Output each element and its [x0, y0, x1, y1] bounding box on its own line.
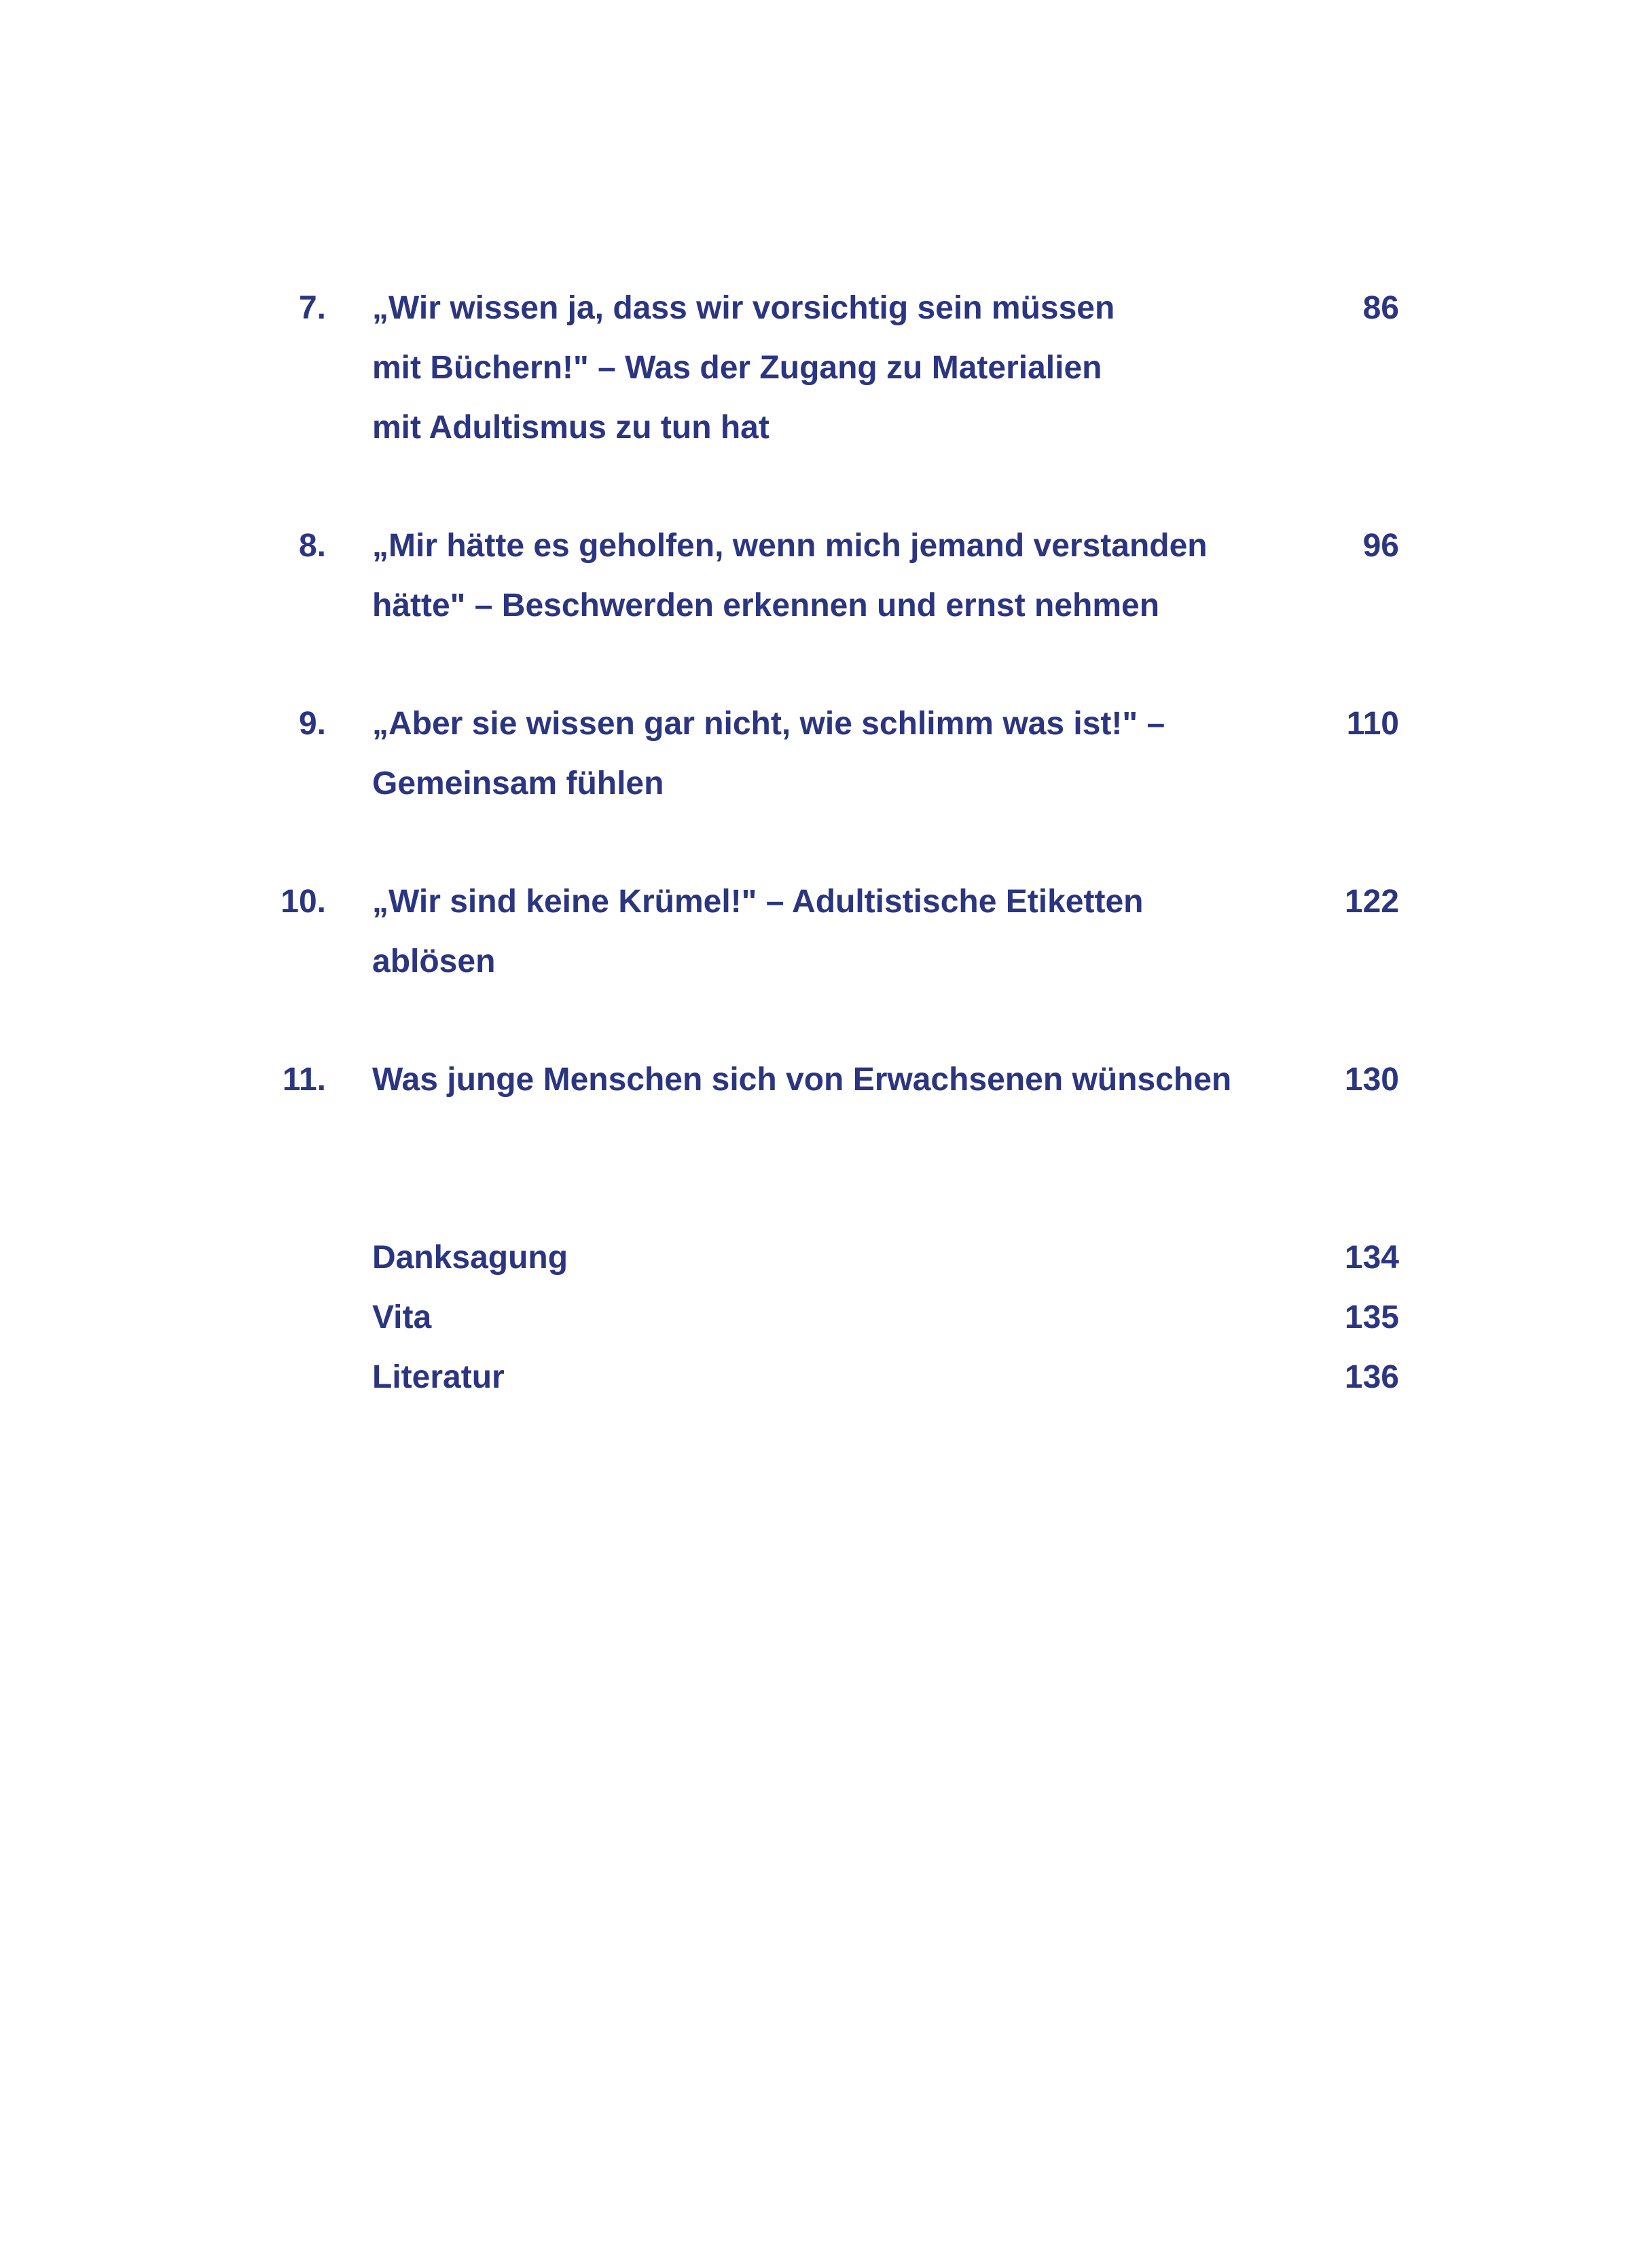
- chapter-title-line: mit Adultismus zu tun hat: [372, 410, 769, 446]
- chapter-title-line: „Aber sie wissen gar nicht, wie schlimm was ist!" –: [372, 706, 1165, 742]
- chapter-title-line: ablösen: [372, 943, 496, 979]
- back-matter-title: Vita: [372, 1299, 432, 1335]
- chapter-number: 10.: [280, 884, 326, 920]
- page-number: 86: [1362, 290, 1399, 326]
- chapter-title: [372, 516, 1350, 636]
- chapter-title-line: „Wir sind keine Krümel!" – Adultistische Etiketten: [372, 884, 1144, 920]
- chapter-title: [372, 1050, 1350, 1110]
- page-number: 96: [1362, 528, 1399, 564]
- back-matter-title: Literatur: [372, 1359, 505, 1395]
- page-number: 130: [1344, 1062, 1399, 1098]
- chapter-title-line: mit Büchern!" – Was der Zugang zu Materialien: [372, 350, 1102, 386]
- page-number: 122: [1344, 884, 1399, 920]
- chapter-title: [372, 872, 1350, 992]
- chapter-title-line: „Wir wissen ja, dass wir vorsichtig sein müssen: [372, 290, 1115, 326]
- back-matter-title: Danksagung: [372, 1240, 568, 1276]
- chapter-title-line: „Mir hätte es geholfen, wenn mich jemand verstanden: [372, 528, 1208, 564]
- chapter-number: 7.: [298, 290, 326, 326]
- page-number: 110: [1346, 706, 1399, 742]
- page-number: 135: [1344, 1299, 1399, 1335]
- chapter-number: 8.: [298, 528, 326, 564]
- chapter-title-line: Was junge Menschen sich von Erwachsenen wünschen: [372, 1062, 1232, 1098]
- chapter-number: 11.: [282, 1062, 326, 1098]
- page-number: 136: [1344, 1359, 1399, 1395]
- chapter-title: [372, 278, 1350, 458]
- chapter-number: 9.: [298, 706, 326, 742]
- chapter-title-line: hätte" – Beschwerden erkennen und ernst nehmen: [372, 588, 1160, 624]
- chapter-title-line: Gemeinsam fühlen: [372, 766, 664, 802]
- chapter-title: [372, 694, 1350, 814]
- page-number: 134: [1344, 1240, 1399, 1276]
